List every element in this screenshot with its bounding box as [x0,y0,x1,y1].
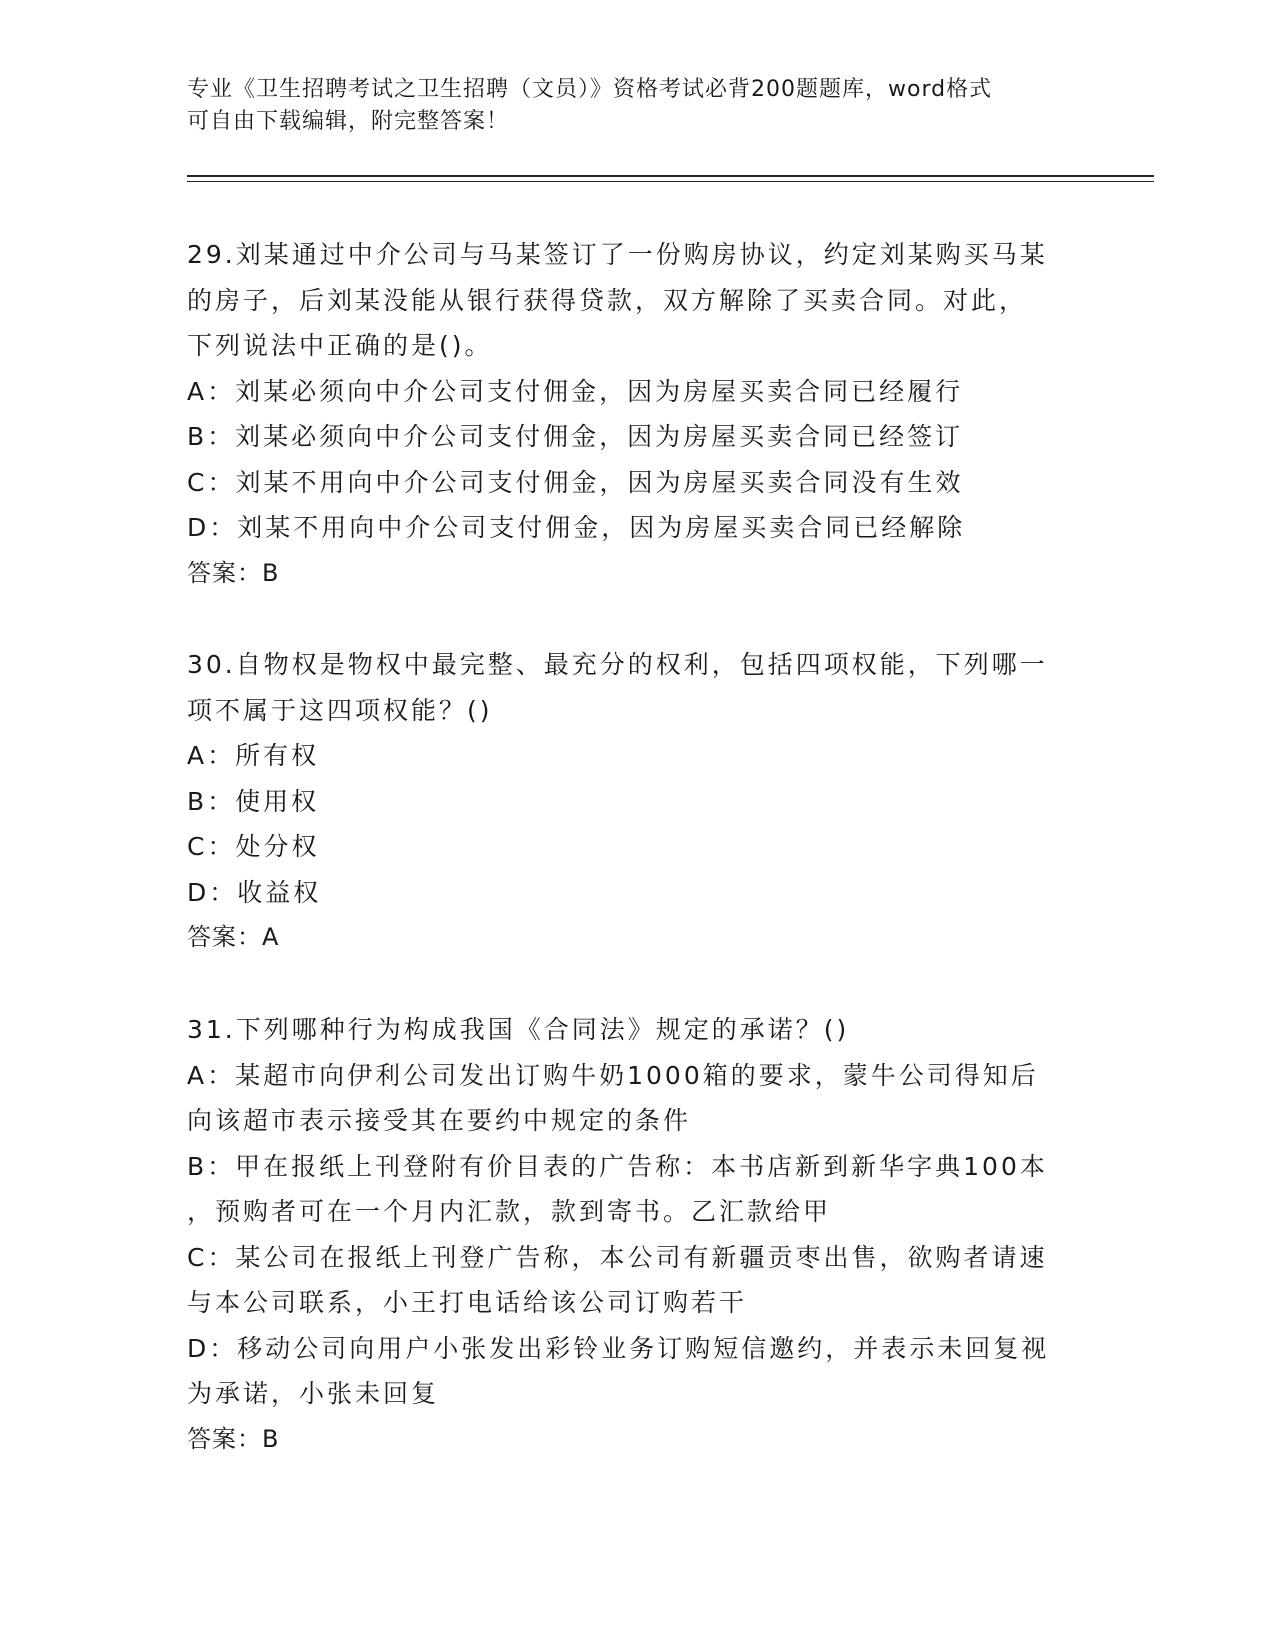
answer-label: 答案：B [187,1424,280,1453]
option-c: C：刘某不用向中介公司支付佣金，因为房屋买卖合同没有生效 [187,467,964,497]
option-d-continued: 为承诺，小张未回复 [187,1379,440,1408]
question-30 [187,642,1087,961]
option-c: C：处分权 [187,832,320,861]
option-b: B：刘某必须向中介公司支付佣金，因为房屋买卖合同已经签订 [187,422,964,451]
header-divider-thin [187,181,1154,182]
option-b: B：使用权 [187,786,320,816]
option-a: A：某超市向伊利公司发出订购牛奶1000箱的要求，蒙牛公司得知后 [187,1060,1039,1090]
option-d: D：刘某不用向中介公司支付佣金，因为房屋买卖合同已经解除 [187,513,966,542]
question-stem-line: 31.下列哪种行为构成我国《合同法》规定的承诺？() [187,1015,850,1044]
option-d: D：移动公司向用户小张发出彩铃业务订购短信邀约，并表示未回复视 [187,1333,1050,1363]
option-a: A：所有权 [187,741,320,770]
answer-label: 答案：A [187,923,280,951]
option-d: D：收益权 [187,877,322,907]
question-stem-line: 30.自物权是物权中最完整、最充分的权利，包括四项权能，下列哪一 [187,650,1048,679]
document-header [187,74,1087,138]
header-line-1: 专业《卫生招聘考试之卫生招聘（文员）》资格考试必背200题题库，word格式 [187,77,993,102]
answer-label: 答案：B [187,558,280,587]
option-b-continued: ，预购者可在一个月内汇款，款到寄书。乙汇款给甲 [187,1197,832,1226]
option-a: A：刘某必须向中介公司支付佣金，因为房屋买卖合同已经履行 [187,376,964,406]
option-c-continued: 与本公司联系，小王打电话给该公司订购若干 [187,1288,748,1317]
question-stem-line: 的房子，后刘某没能从银行获得贷款，双方解除了买卖合同。对此， [187,285,1028,315]
question-stem-line: 项不属于这四项权能？() [187,695,493,725]
question-stem-line: 29.刘某通过中介公司与马某签订了一份购房协议，约定刘某购买马某 [187,240,1048,269]
question-stem-line: 下列说法中正确的是()。 [187,331,493,360]
option-a-continued: 向该超市表示接受其在要约中规定的条件 [187,1106,692,1135]
header-divider-thick [187,175,1154,177]
question-29 [187,232,1087,596]
option-b: B：甲在报纸上刊登附有价目表的广告称：本书店新到新华字典100本 [187,1151,1048,1181]
header-line-2: 可自由下载编辑，附完整答案！ [187,109,510,134]
question-31 [187,1007,1087,1462]
option-c: C：某公司在报纸上刊登广告称，本公司有新疆贡枣出售，欲购者请速 [187,1242,1048,1272]
